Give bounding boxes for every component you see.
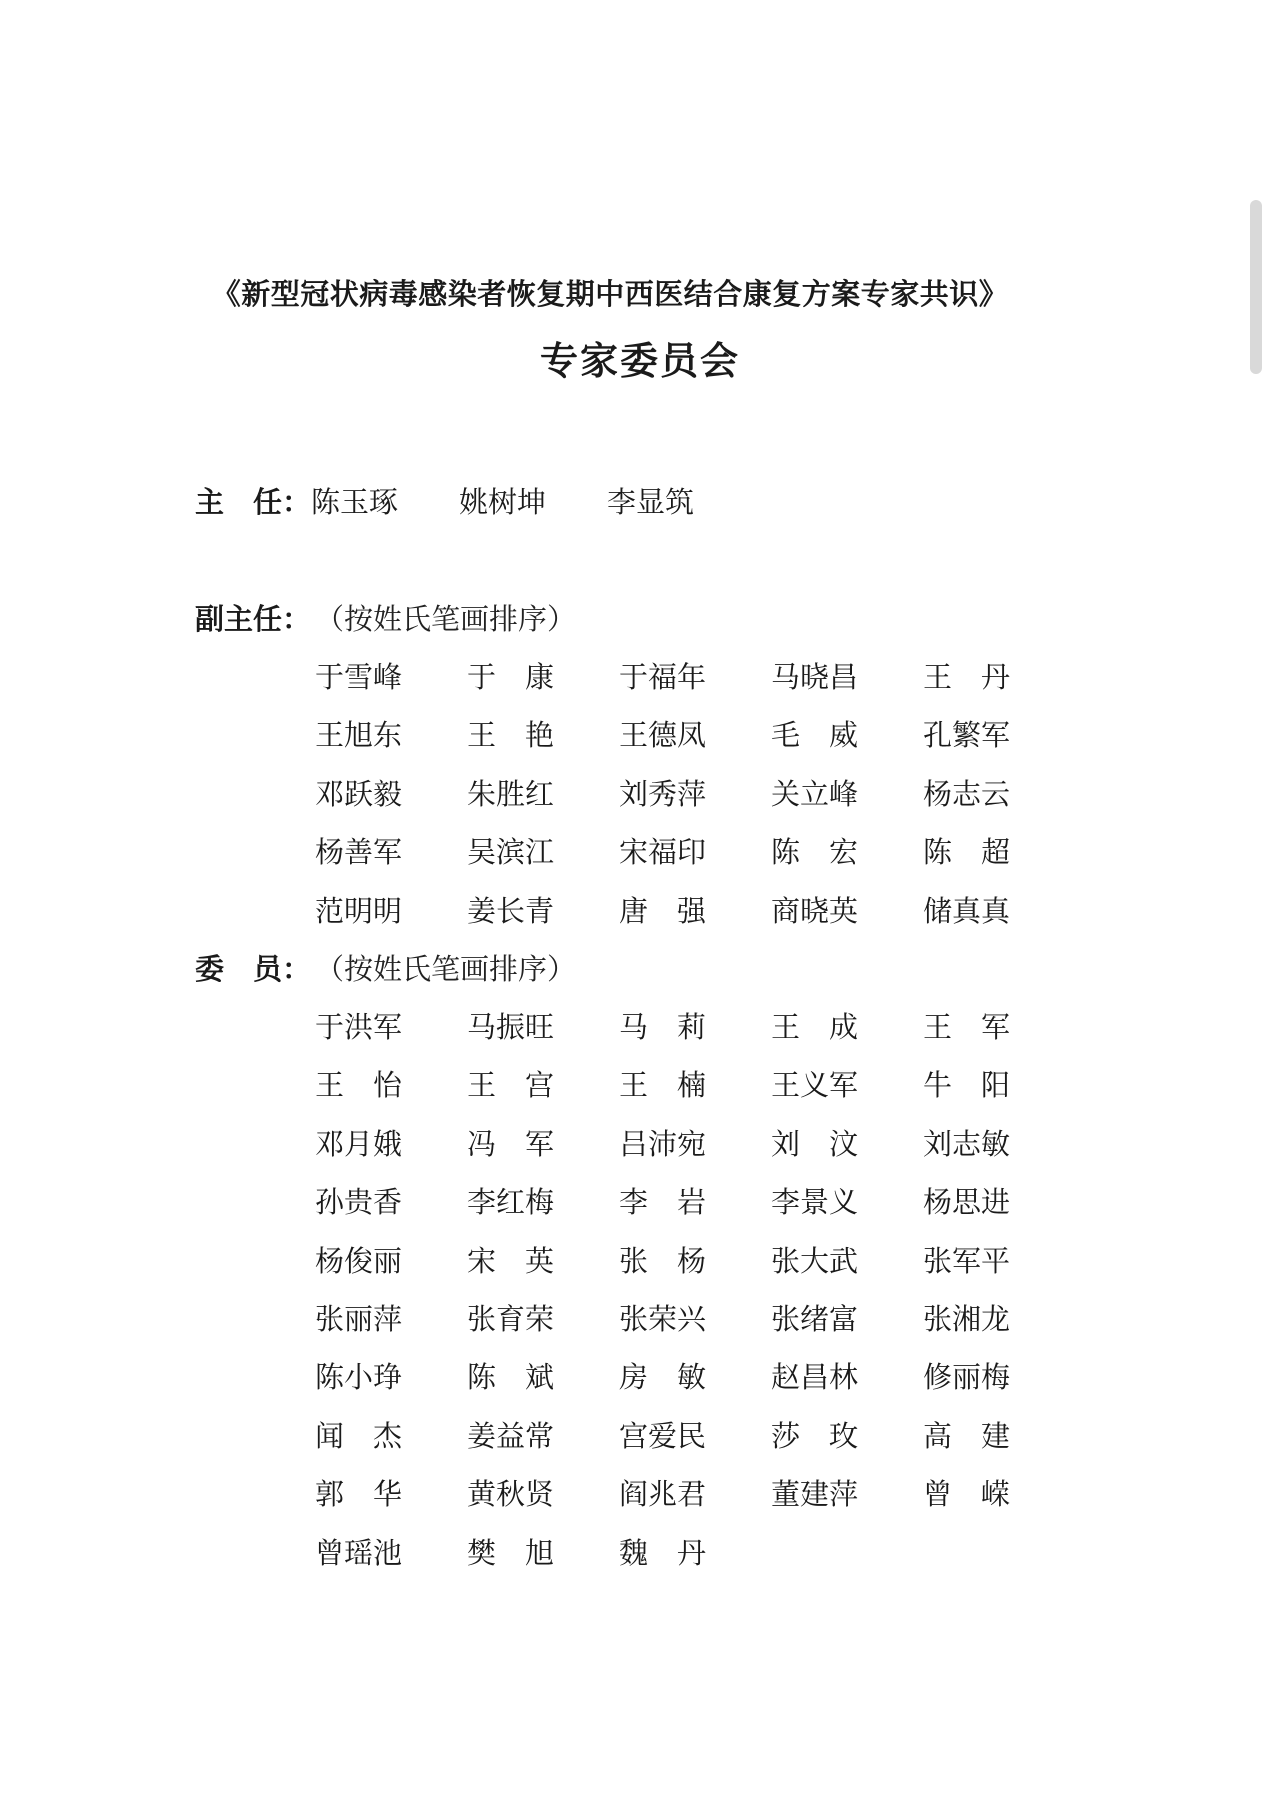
member-name: 姜益常 — [467, 1418, 555, 1453]
vice-chair-name: 王德凤 — [619, 718, 707, 753]
vice-chair-name: 朱胜红 — [467, 776, 555, 811]
member-name: 阎兆君 — [619, 1477, 707, 1512]
member-label: 委 员： — [195, 952, 312, 986]
vice-chair-sort-note: （按姓氏笔画排序） — [315, 602, 577, 636]
name-row — [315, 1239, 1095, 1297]
member-name: 赵昌林 — [771, 1360, 859, 1395]
vice-chair-name: 马晓昌 — [771, 660, 859, 694]
member-name: 马振旺 — [467, 1010, 555, 1044]
vice-chair-name: 毛 威 — [771, 718, 859, 753]
member-name: 刘 汶 — [771, 1126, 859, 1161]
member-name: 张 杨 — [619, 1243, 707, 1278]
member-sort-note: （按姓氏笔画排序） — [315, 952, 577, 986]
member-name: 张荣兴 — [619, 1301, 707, 1336]
member-name: 黄秋贤 — [467, 1477, 555, 1512]
member-name: 邓月娥 — [315, 1126, 403, 1161]
vice-chair-name: 王 丹 — [923, 660, 1011, 694]
name-row — [315, 1180, 1095, 1238]
name-row — [315, 655, 1095, 713]
chair-name: 李显筑 — [607, 485, 695, 519]
member-name: 郭 华 — [315, 1477, 403, 1512]
member-name: 张军平 — [923, 1243, 1011, 1278]
vice-chair-name: 王旭东 — [315, 718, 403, 753]
vice-chair-name: 邓跃毅 — [315, 776, 403, 811]
document-title: 《新型冠状病毒感染者恢复期中西医结合康复方案专家共识》 — [211, 277, 1009, 311]
name-row — [315, 1472, 1095, 1530]
vice-chair-name: 于 康 — [467, 660, 555, 694]
member-name: 张湘龙 — [923, 1301, 1011, 1336]
member-name: 高 建 — [923, 1418, 1011, 1453]
member-name: 王 宫 — [467, 1068, 555, 1103]
chair-label: 主 任： — [195, 485, 312, 519]
member-name: 樊 旭 — [467, 1535, 555, 1570]
member-name: 王 怡 — [315, 1068, 403, 1103]
name-row — [315, 1063, 1095, 1121]
name-row — [315, 889, 1095, 947]
member-name: 王 军 — [923, 1010, 1011, 1044]
member-name: 莎 玫 — [771, 1418, 859, 1453]
chair-row — [195, 480, 755, 521]
member-heading — [195, 947, 576, 988]
vice-chair-name: 王 艳 — [467, 718, 555, 753]
member-name: 董建萍 — [771, 1477, 859, 1512]
member-name: 修丽梅 — [923, 1360, 1011, 1395]
name-row — [315, 1531, 1095, 1589]
member-name: 房 敏 — [619, 1360, 707, 1395]
vice-chair-name: 于雪峰 — [315, 660, 403, 694]
chair-names — [311, 480, 755, 521]
vice-chair-name: 商晓英 — [771, 893, 859, 928]
member-name: 孙贵香 — [315, 1185, 403, 1220]
vice-chair-name: 陈 宏 — [771, 835, 859, 870]
member-name: 王 成 — [771, 1010, 859, 1044]
vice-chair-name: 杨志云 — [923, 776, 1011, 811]
member-name: 陈 斌 — [467, 1360, 555, 1395]
vice-chair-name: 宋福印 — [619, 835, 707, 870]
name-row — [315, 772, 1095, 830]
vice-chair-heading — [195, 597, 576, 638]
member-name: 杨俊丽 — [315, 1243, 403, 1278]
vice-chair-label: 副主任： — [195, 602, 312, 636]
member-name: 牛 阳 — [923, 1068, 1011, 1103]
name-row — [315, 1355, 1095, 1413]
member-name: 李红梅 — [467, 1185, 555, 1220]
vice-chair-name: 于福年 — [619, 660, 707, 694]
member-name: 魏 丹 — [619, 1535, 707, 1570]
member-name: 曾瑶池 — [315, 1535, 403, 1570]
member-name: 张大武 — [771, 1243, 859, 1278]
member-name: 张育荣 — [467, 1301, 555, 1336]
vice-chair-name: 储真真 — [923, 893, 1011, 928]
vice-chair-name: 姜长青 — [467, 893, 555, 928]
chair-name: 姚树坤 — [459, 485, 547, 519]
vice-chair-name: 陈 超 — [923, 835, 1011, 870]
member-name: 曾 嵘 — [923, 1477, 1011, 1512]
member-name: 冯 军 — [467, 1126, 555, 1161]
vice-chair-name: 孔繁军 — [923, 718, 1011, 753]
vice-chair-name-grid — [315, 655, 1095, 947]
name-row — [315, 1005, 1095, 1063]
member-name: 闻 杰 — [315, 1418, 403, 1453]
vice-chair-name: 吴滨江 — [467, 835, 555, 870]
member-name: 王义军 — [771, 1068, 859, 1103]
chair-name: 陈玉琢 — [311, 485, 399, 519]
name-row — [315, 1297, 1095, 1355]
member-name-grid — [315, 1005, 1095, 1589]
document-subtitle: 专家委员会 — [539, 338, 740, 383]
name-row — [315, 1414, 1095, 1472]
member-name: 于洪军 — [315, 1010, 403, 1044]
member-name: 吕沛宛 — [619, 1126, 707, 1161]
vice-chair-name: 刘秀萍 — [619, 776, 707, 811]
vice-chair-name: 关立峰 — [771, 776, 859, 811]
member-name: 李 岩 — [619, 1185, 707, 1220]
vice-chair-name: 杨善军 — [315, 835, 403, 870]
member-name: 杨思进 — [923, 1185, 1011, 1220]
name-row — [315, 713, 1095, 771]
member-name: 张绪富 — [771, 1301, 859, 1336]
vice-chair-name: 唐 强 — [619, 893, 707, 928]
member-name: 王 楠 — [619, 1068, 707, 1103]
name-row — [315, 830, 1095, 888]
member-name: 宋 英 — [467, 1243, 555, 1278]
member-name: 李景义 — [771, 1185, 859, 1220]
name-row — [315, 1122, 1095, 1180]
vice-chair-name: 范明明 — [315, 893, 403, 928]
member-name: 陈小琤 — [315, 1360, 403, 1395]
member-name: 马 莉 — [619, 1010, 707, 1044]
member-name: 宫爱民 — [619, 1418, 707, 1453]
member-name: 刘志敏 — [923, 1126, 1011, 1161]
member-name: 张丽萍 — [315, 1301, 403, 1336]
